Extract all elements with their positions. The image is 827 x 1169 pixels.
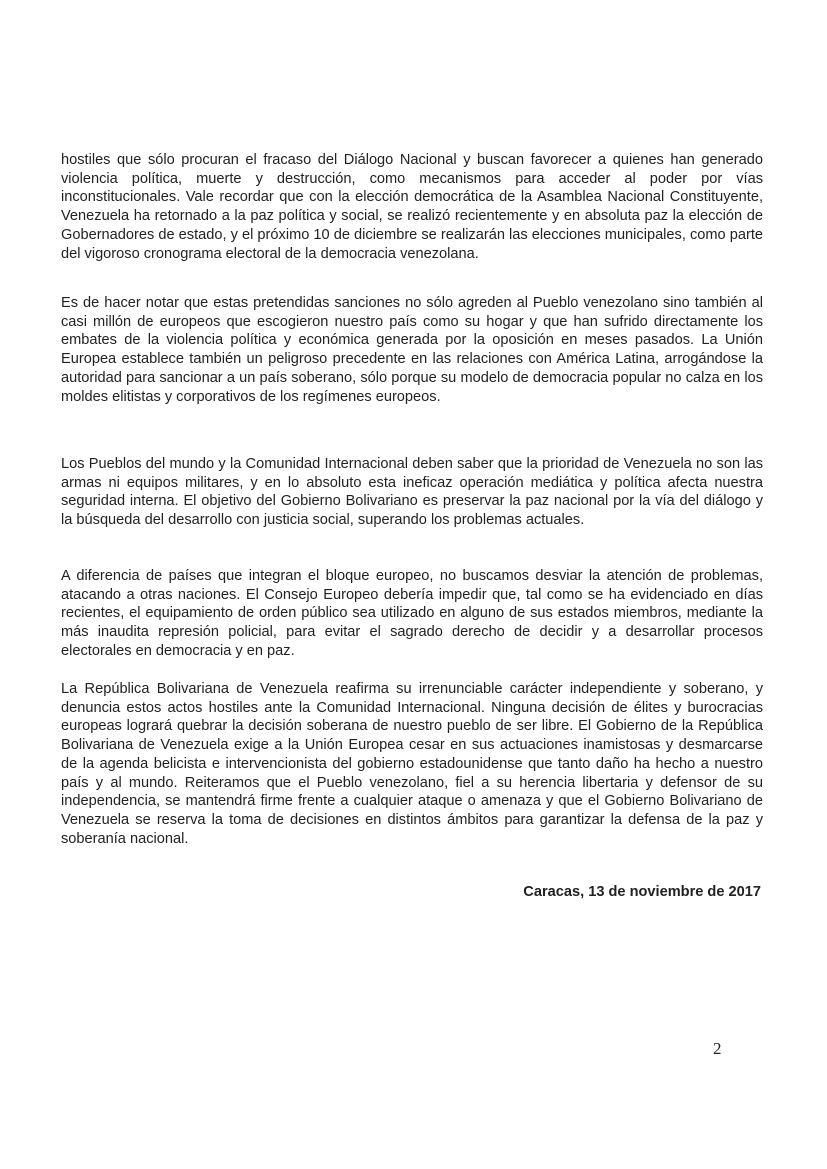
paragraph-peoples-of-the-world: Los Pueblos del mundo y la Comunidad Internacional deben saber que la prioridad de Venezuela no son las armas ni equipos militares, y en lo absoluto esta ineficaz operación mediática y política afecta nuestra seguridad interna. El objetivo del Gobierno Bolivariano es preservar la paz nacional por la vía del diálogo y la búsqueda del desarrollo con justicia social, superando los problemas actuales.: [61, 456, 763, 529]
paragraph-reaffirmation: La República Bolivariana de Venezuela reafirma su irrenunciable carácter independiente y soberano, y denuncia estos actos hostiles ante la Comunidad Internacional. Ninguna decisión de élites y burocracias europeas logrará quebrar la decisión soberana de nuestro pueblo de ser libre. El Gobierno de la República Bolivariana de Venezuela exige a la Unión Europea cesar en sus actuaciones inamistosas y desmarcarse de la agenda belicista e intervencionista del gobierno estadounidense que tanto daño ha hecho a nuestro país y al mundo. Reiteramos que el Pueblo venezolano, fiel a su herencia libertaria y defensor de su independencia, se mantendrá firme frente a cualquier ataque o amenaza y que el Gobierno Bolivariano de Venezuela se reserva la toma de decisiones en distintos ámbitos para garantizar la defensa de la paz y soberanía nacional.: [61, 681, 763, 847]
paragraph-european-residents: Es de hacer notar que estas pretendidas sanciones no sólo agreden al Pueblo venezolano sino también al casi millón de europeos que escogieron nuestro país como su hogar y que han sufrido directamente los embates de la violencia política y económica generada por la oposición en meses pasados. La Unión Europea establece también un peligroso precedente en las relaciones con América Latina, arrogándose la autoridad para sancionar a un país soberano, sólo porque su modelo de democracia popular no calza en los moldes elitistas y corporativos de los regímenes europeos.: [61, 295, 763, 405]
paragraph-continuation: hostiles que sólo procuran el fracaso del Diálogo Nacional y buscan favorecer a quienes han generado violencia política, muerte y destrucción, como mecanismos para acceder al poder por vías inconstitucionales. Vale recordar que con la elección democrática de la Asamblea Nacional Constituyente, Venezuela ha retornado a la paz política y social, se realizó recientemente y en absoluta paz la elección de Gobernadores de estado, y el próximo 10 de diciembre se realizarán las elecciones municipales, como parte del vigoroso cronograma electoral de la democracia venezolana.: [61, 152, 763, 262]
page-number: 2: [713, 1039, 722, 1058]
place-and-date: Caracas, 13 de noviembre de 2017: [523, 884, 761, 900]
paragraph-european-bloc: A diferencia de países que integran el bloque europeo, no buscamos desviar la atención de problemas, atacando a otras naciones. El Consejo Europeo debería impedir que, tal como se ha evidenciado en días recientes, el equipamiento de orden público sea utilizado en alguno de sus estados miembros, mediante la más inaudita represión policial, para evitar el sagrado derecho de decidir y a desarrollar procesos electorales en democracia y en paz.: [61, 568, 763, 659]
